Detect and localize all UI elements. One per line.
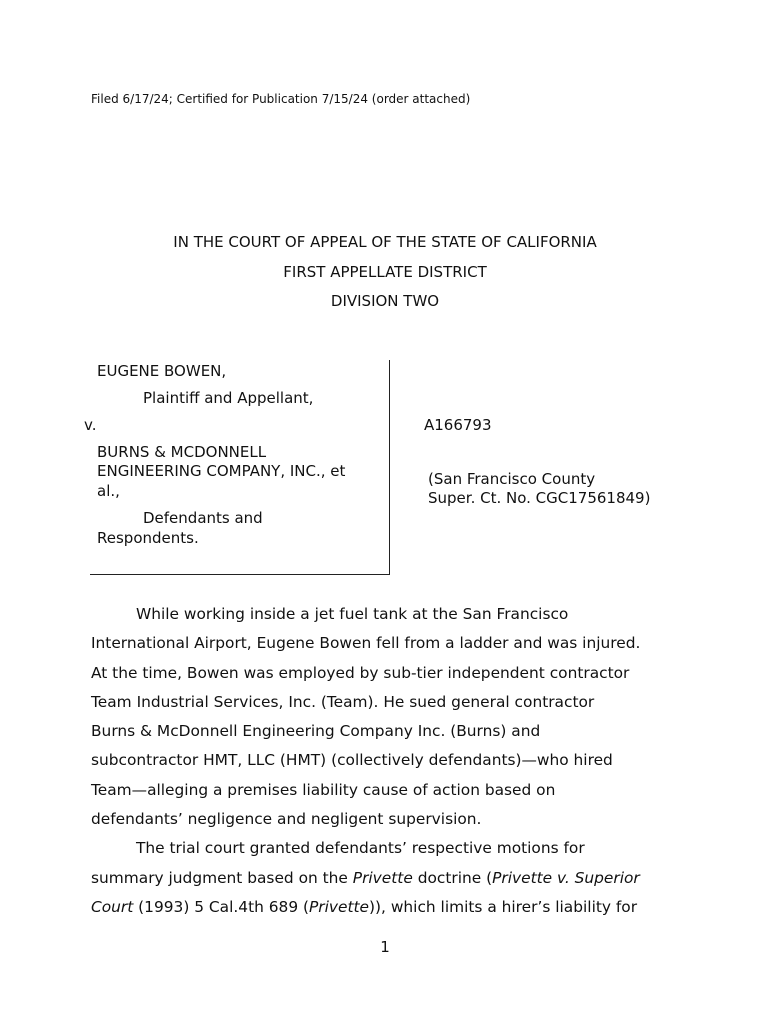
defendant-name-line-1: BURNS & MCDONNELL: [97, 443, 267, 461]
filing-note: Filed 6/17/24; Certified for Publication 7/15/24 (order attached): [91, 92, 471, 106]
paragraph-2-line: [91, 864, 691, 893]
defendant-role-line-1: Defendants and: [143, 509, 263, 527]
division: DIVISION TWO: [330, 292, 440, 310]
plaintiff-role: Plaintiff and Appellant,: [143, 389, 314, 407]
paragraph-2-line: [91, 893, 691, 922]
case-name-italic: Privette v. Superior: [492, 868, 640, 887]
defendant-name-line-3: al.,: [97, 482, 120, 500]
paragraph-1-line: Team Industrial Services, Inc. (Team). He sued general contractor: [91, 692, 595, 711]
text-run: doctrine (: [412, 868, 493, 887]
appellate-district: FIRST APPELLATE DISTRICT: [283, 263, 487, 281]
paragraph-1-line: Team—alleging a premises liability cause of action based on: [91, 780, 556, 799]
opinion-body: [91, 600, 691, 922]
paragraph-1-line: While working inside a jet fuel tank at the San Francisco: [136, 605, 569, 623]
text-run: summary judgment based on the: [91, 868, 353, 887]
page-number: 1: [380, 938, 390, 956]
case-caption-parties: [84, 360, 390, 575]
paragraph-1: [91, 600, 691, 834]
case-number: A166793: [424, 416, 492, 434]
paragraph-1-line: Burns & McDonnell Engineering Company Inc. (Burns) and: [91, 722, 541, 741]
paragraph-1-line: At the time, Bowen was employed by sub-tier independent contractor: [91, 663, 630, 682]
plaintiff-name: EUGENE BOWEN,: [97, 362, 227, 380]
defendant-role-line-2: Respondents.: [97, 529, 199, 547]
defendant-name-line-2: ENGINEERING COMPANY, INC., et: [97, 462, 346, 480]
case-name-italic: Privette: [352, 868, 413, 887]
text-run: )), which limits a hirer’s liability for: [369, 897, 638, 916]
case-name-italic: Privette: [309, 897, 370, 916]
versus: v.: [84, 416, 97, 434]
court-name: IN THE COURT OF APPEAL OF THE STATE OF CALIFORNIA: [173, 233, 597, 251]
paragraph-2: [91, 834, 691, 922]
paragraph-1-line: International Airport, Eugene Bowen fell from a ladder and was injured.: [91, 634, 641, 653]
paragraph-2-line: The trial court granted defendants’ respective motions for: [136, 839, 585, 858]
lower-court-line-2: Super. Ct. No. CGC17561849): [428, 489, 651, 507]
lower-court-line-1: (San Francisco County: [428, 470, 596, 488]
paragraph-1-line: defendants’ negligence and negligent supervision.: [91, 810, 482, 829]
case-name-italic: Court: [91, 897, 134, 916]
paragraph-1-line: subcontractor HMT, LLC (HMT) (collectively defendants)—who hired: [91, 751, 613, 770]
text-run: (1993) 5 Cal.4th 689 (: [133, 897, 310, 916]
